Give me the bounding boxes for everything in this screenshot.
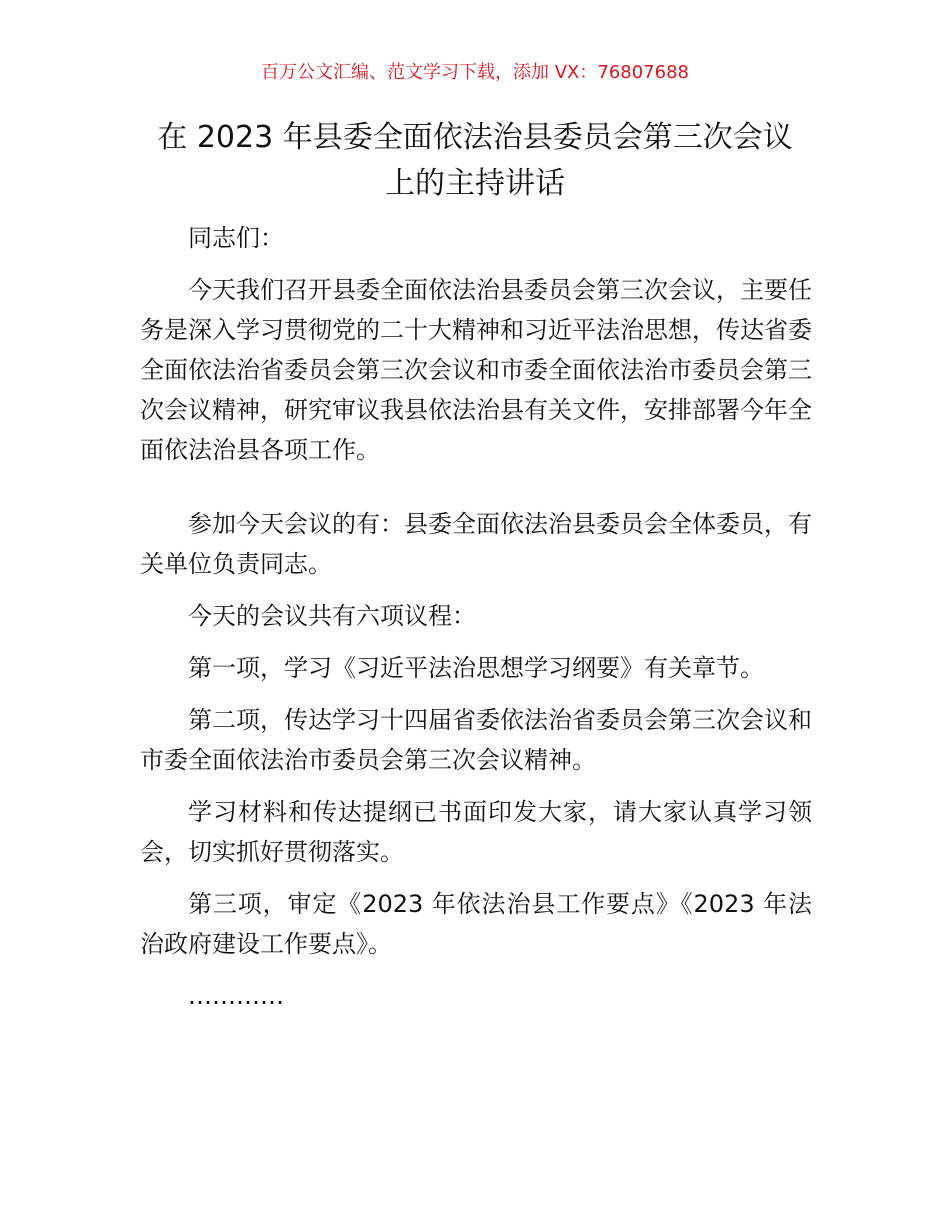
- paragraph: 今天的会议共有六项议程：: [188, 602, 476, 630]
- paragraph: 学习材料和传达提纲已书面印发大家，请大家认真学习领会，切实抓好贯彻落实。: [140, 798, 812, 866]
- watermark-header: 百万公文汇编、范文学习下载，添加 VX：76807688: [261, 62, 689, 83]
- document-title: [120, 115, 830, 207]
- title-line-1: 在 2023 年县委全面依法治县委员会第三次会议: [157, 120, 793, 155]
- paragraph: 第三项，审定《2023 年依法治县工作要点》《2023 年法治政府建设工作要点》。: [140, 890, 812, 958]
- salutation: 同志们：: [188, 224, 284, 252]
- paragraph: 第二项，传达学习十四届省委依法治省委员会第三次会议和市委全面依法治市委员会第三次会议精神。: [140, 706, 812, 774]
- paragraph: 第一项，学习《习近平法治思想学习纲要》有关章节。: [188, 654, 764, 682]
- paragraph: 参加今天会议的有：县委全面依法治县委员会全体委员，有关单位负责同志。: [140, 510, 812, 578]
- paragraph: 今天我们召开县委全面依法治县委员会第三次会议，主要任务是深入学习贯彻党的二十大精神和习近平法治思想，传达省委全面依法治省委员会第三次会议和市委全面依法治市委员会第三次会议精神，研究审议我县依法治县有关文件，安排部署今年全面依法治县各项工作。: [140, 276, 812, 464]
- ellipsis: …………: [188, 982, 284, 1010]
- title-line-2: 上的主持讲话: [385, 166, 565, 201]
- document-body: [140, 218, 812, 1028]
